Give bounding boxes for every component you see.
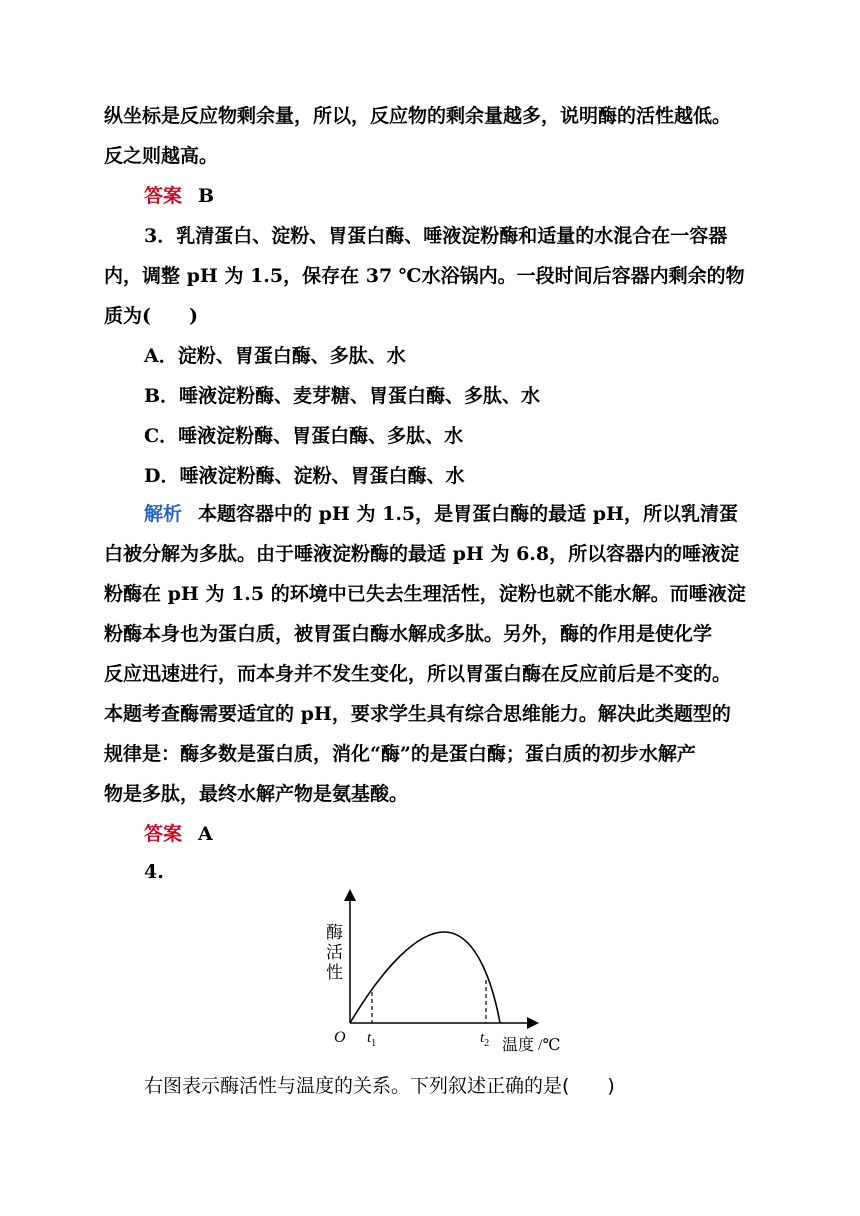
explanation-line: 规律是：酶多数是蛋白质，消化“酶”的是蛋白酶；蛋白质的初步水解产 <box>104 743 696 765</box>
option-c: C．唾液淀粉酶、胃蛋白酶、多肽、水 <box>144 425 464 447</box>
paragraph-line: 纵坐标是反应物剩余量，所以，反应物的剩余量越多，说明酶的活性越低。 <box>104 105 732 127</box>
question-3-line: 内，调整 pH 为 1.5，保存在 37 ℃水浴锅内。一段时间后容器内剩余的物 <box>104 265 745 287</box>
t1-label: $t_1$ <box>367 1030 377 1049</box>
answer-label: 答案 <box>144 185 183 207</box>
explanation-line: 白被分解为多肽。由于唾液淀粉酶的最适 pH 为 6.8，所以容器内的唾液淀 <box>104 543 740 565</box>
y-axis-label-char: 活 <box>326 943 343 962</box>
explanation-line: 粉酶在 pH 为 1.5 的环境中已失去生理活性，淀粉也就不能水解。而唾液淀 <box>104 583 746 605</box>
explanation-line <box>144 502 738 526</box>
answer-value: B <box>198 185 215 207</box>
answer-line <box>144 822 213 846</box>
option-d: D．唾液淀粉酶、淀粉、胃蛋白酶、水 <box>144 465 465 487</box>
enzyme-temperature-graph <box>318 880 588 1060</box>
question-4-stem: 右图表示酶活性与温度的关系。下列叙述正确的是( ) <box>144 1075 615 1097</box>
question-3-line: 质为( ) <box>104 305 198 327</box>
t2-label: $t_2$ <box>480 1030 490 1049</box>
paragraph-line: 反之则越高。 <box>104 145 219 167</box>
y-axis-label-char: 酶 <box>326 923 343 942</box>
question-3-line: 3．乳清蛋白、淀粉、胃蛋白酶、唾液淀粉酶和适量的水混合在一容器 <box>144 225 728 247</box>
explanation-line: 反应迅速进行，而本身并不发生变化，所以胃蛋白酶在反应前后是不变的。 <box>104 663 732 685</box>
explanation-line: 本题考查酶需要适宜的 pH，要求学生具有综合思维能力。解决此类题型的 <box>104 703 731 725</box>
explanation-text: 本题容器中的 pH 为 1.5，是胃蛋白酶的最适 pH，所以乳清蛋 <box>198 503 739 525</box>
option-a: A．淀粉、胃蛋白酶、多肽、水 <box>144 345 406 367</box>
origin-label: O <box>334 1029 346 1046</box>
answer-label: 答案 <box>144 823 183 845</box>
answer-value: A <box>198 823 213 845</box>
explanation-label: 解析 <box>144 503 183 525</box>
question-4-number: 4. <box>144 861 164 883</box>
x-axis-label: 温度 /℃ <box>502 1037 561 1054</box>
explanation-line: 粉酶本身也为蛋白质，被胃蛋白酶水解成多肽。另外，酶的作用是使化学 <box>104 623 713 645</box>
answer-line <box>144 184 214 208</box>
option-b: B．唾液淀粉酶、麦芽糖、胃蛋白酶、多肽、水 <box>144 385 541 407</box>
y-axis-label-char: 性 <box>326 963 343 982</box>
explanation-line: 物是多肽，最终水解产物是氨基酸。 <box>104 783 409 805</box>
